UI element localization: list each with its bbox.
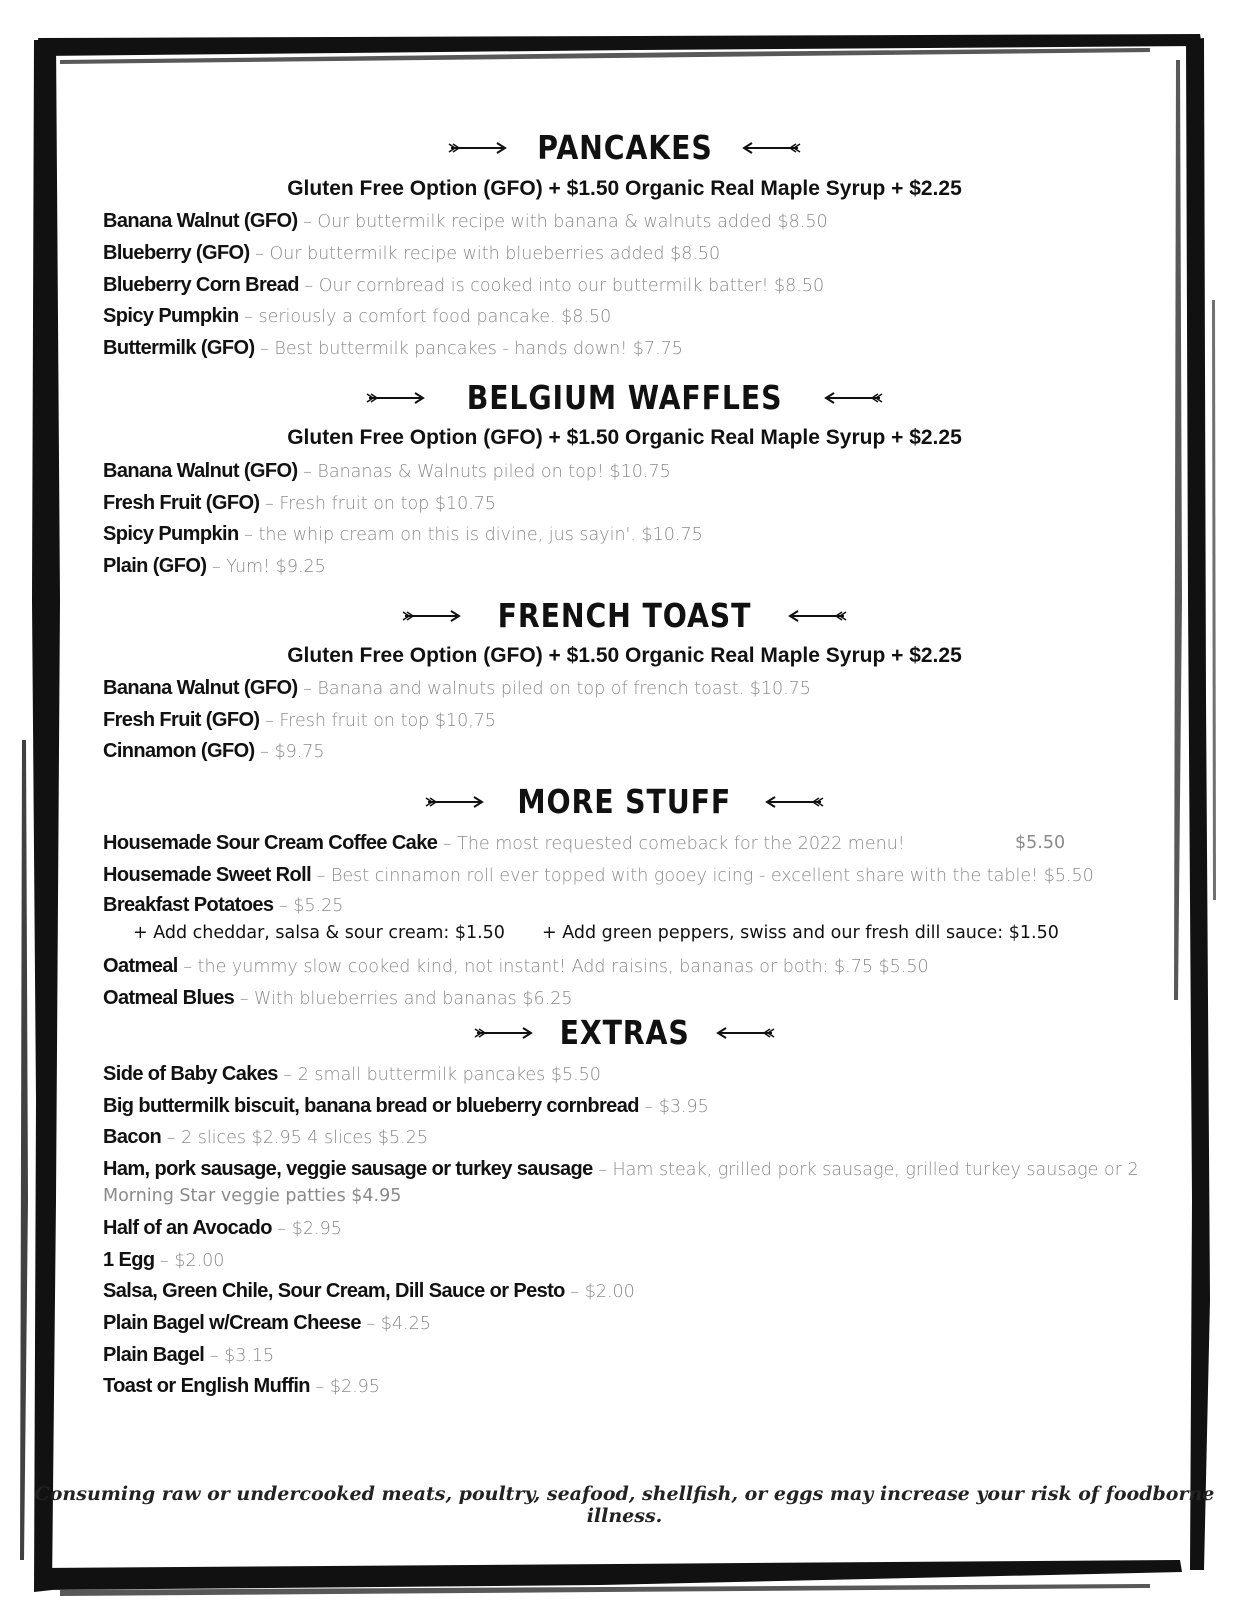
item-desc: – seriously a comfort food pancake. $8.50 <box>238 307 612 327</box>
item-name: Fresh Fruit (GFO) <box>103 492 260 514</box>
item-name: Banana Walnut (GFO) <box>103 677 298 699</box>
addon-option: + Add cheddar, salsa & sour cream: $1.50 <box>133 923 505 943</box>
item-desc: – $3.95 <box>638 1097 709 1117</box>
item-name: Housemade Sour Cream Coffee Cake <box>103 832 438 854</box>
menu-item <box>103 521 1103 548</box>
item-name: Oatmeal <box>103 955 178 977</box>
section-title: BELGIUM WAFFLES <box>466 378 783 417</box>
menu-item <box>103 707 1103 734</box>
item-desc: – Our buttermilk recipe with blueberries added $8.50 <box>249 244 721 264</box>
item-desc: – the whip cream on this is divine, jus sayin'. $10.75 <box>238 525 703 545</box>
menu-item <box>103 862 1103 889</box>
options-line: Gluten Free Option (GFO) + $1.50 Organic Real Maple Syrup + $2.25 <box>287 644 962 667</box>
menu-item <box>103 1278 1103 1305</box>
arrow-right-icon <box>473 1026 535 1040</box>
item-desc: – The most requested comeback for the 2022 menu! <box>437 834 905 854</box>
item-desc: – Fresh fruit on top $10,75 <box>259 711 497 731</box>
menu-item <box>103 1156 1139 1183</box>
menu-item <box>103 738 1103 765</box>
item-name: Toast or English Muffin <box>103 1375 310 1397</box>
item-name: 1 Egg <box>103 1249 155 1271</box>
menu-item <box>103 892 1103 919</box>
section-title: MORE STUFF <box>517 782 732 821</box>
item-name: Half of an Avocado <box>103 1217 272 1239</box>
item-price: $5.50 <box>1015 833 1066 853</box>
menu-item <box>103 953 1103 980</box>
menu-item <box>103 675 1103 702</box>
item-desc-continued: Morning Star veggie patties $4.95 <box>103 1186 402 1206</box>
menu-item <box>103 1373 1103 1400</box>
more-stuff-heading <box>0 782 1249 821</box>
menu-item <box>103 1247 1103 1274</box>
addon-option: + Add green peppers, swiss and our fresh dill sauce: $1.50 <box>542 923 1059 943</box>
menu-item <box>103 490 1103 517</box>
item-name: Blueberry Corn Bread <box>103 274 299 296</box>
item-name: Salsa, Green Chile, Sour Cream, Dill Sauce or Pesto <box>103 1280 565 1302</box>
menu-item <box>103 1215 1103 1242</box>
item-desc: – $2.95 <box>309 1377 380 1397</box>
section-title: FRENCH TOAST <box>497 596 752 635</box>
arrow-left-icon <box>763 795 825 809</box>
item-name: Cinnamon (GFO) <box>103 740 255 762</box>
menu-item <box>103 303 1103 330</box>
arrow-right-icon <box>447 141 509 155</box>
item-name: Housemade Sweet Roll <box>103 864 312 886</box>
arrow-left-icon <box>740 141 802 155</box>
menu-item <box>103 1061 1103 1088</box>
item-desc: – Banana and walnuts piled on top of french toast. $10.75 <box>297 679 811 699</box>
menu-item <box>103 1093 1103 1120</box>
options-line: Gluten Free Option (GFO) + $1.50 Organic Real Maple Syrup + $2.25 <box>287 426 962 449</box>
menu-item <box>103 240 1103 267</box>
item-desc: – the yummy slow cooked kind, not instant! Add raisins, bananas or both: $.75 $5.50 <box>177 957 929 977</box>
item-desc: – With blueberries and bananas $6.25 <box>234 989 573 1009</box>
menu-item <box>103 1342 1103 1369</box>
waffles-heading <box>0 378 1249 417</box>
arrow-left-icon <box>714 1026 776 1040</box>
item-desc: – $2.00 <box>154 1251 225 1271</box>
item-desc: – $2.00 <box>564 1282 635 1302</box>
item-desc: – $5.25 <box>273 896 344 916</box>
item-desc: – Bananas & Walnuts piled on top! $10.75 <box>297 462 671 482</box>
menu-item <box>103 830 1103 857</box>
item-name: Spicy Pumpkin <box>103 523 239 545</box>
item-desc: – Best cinnamon roll ever topped with gooey icing - excellent share with the table! $5.50 <box>311 866 1094 886</box>
menu-item <box>103 208 1103 235</box>
options-line: Gluten Free Option (GFO) + $1.50 Organic Real Maple Syrup + $2.25 <box>287 177 962 200</box>
arrow-right-icon <box>424 795 486 809</box>
item-desc: – Best buttermilk pancakes - hands down! $7.75 <box>254 339 683 359</box>
menu-item <box>103 1310 1103 1337</box>
pancakes-heading <box>0 128 1249 167</box>
item-name: Ham, pork sausage, veggie sausage or turkey sausage <box>103 1158 593 1180</box>
item-desc: – 2 slices $2.95 4 slices $5.25 <box>161 1128 428 1148</box>
arrow-left-icon <box>786 609 848 623</box>
item-name: Oatmeal Blues <box>103 987 235 1009</box>
menu-item <box>103 985 1103 1012</box>
menu-item <box>103 458 1103 485</box>
food-safety-disclaimer: Consuming raw or undercooked meats, poultry, seafood, shellfish, or eggs may increase your risk of foodborne illness. <box>34 1483 1215 1527</box>
item-desc: – Our buttermilk recipe with banana & walnuts added $8.50 <box>297 212 828 232</box>
item-name: Fresh Fruit (GFO) <box>103 709 260 731</box>
item-name: Plain (GFO) <box>103 555 207 577</box>
section-title: PANCAKES <box>536 128 713 167</box>
item-desc: – $3.15 <box>204 1346 275 1366</box>
arrow-right-icon <box>365 391 427 405</box>
arrow-left-icon <box>822 391 884 405</box>
menu-item <box>103 1124 1103 1151</box>
item-name: Side of Baby Cakes <box>103 1063 278 1085</box>
item-desc: – 2 small buttermilk pancakes $5.50 <box>277 1065 601 1085</box>
menu-item <box>103 272 1103 299</box>
item-name: Blueberry (GFO) <box>103 242 250 264</box>
section-title: EXTRAS <box>559 1013 690 1052</box>
item-name: Plain Bagel <box>103 1344 205 1366</box>
item-desc: – Ham steak, grilled pork sausage, grilled turkey sausage or 2 <box>592 1160 1139 1180</box>
item-name: Bacon <box>103 1126 162 1148</box>
item-name: Banana Walnut (GFO) <box>103 460 298 482</box>
item-desc: – Fresh fruit on top $10.75 <box>259 494 497 514</box>
item-name: Big buttermilk biscuit, banana bread or blueberry cornbread <box>103 1095 639 1117</box>
item-desc: – Yum! $9.25 <box>206 557 326 577</box>
menu-item <box>103 553 1103 580</box>
item-name: Breakfast Potatoes <box>103 894 274 916</box>
item-name: Banana Walnut (GFO) <box>103 210 298 232</box>
french-toast-heading <box>0 596 1249 635</box>
item-name: Spicy Pumpkin <box>103 305 239 327</box>
item-name: Buttermilk (GFO) <box>103 337 255 359</box>
item-desc: – $2.95 <box>271 1219 342 1239</box>
arrow-right-icon <box>401 609 463 623</box>
item-name: Plain Bagel w/Cream Cheese <box>103 1312 361 1334</box>
menu-item <box>103 335 1103 362</box>
extras-heading <box>0 1013 1249 1052</box>
item-desc: – $4.25 <box>360 1314 431 1334</box>
item-desc: – Our cornbread is cooked into our buttermilk batter! $8.50 <box>298 276 825 296</box>
item-desc: – $9.75 <box>254 742 325 762</box>
